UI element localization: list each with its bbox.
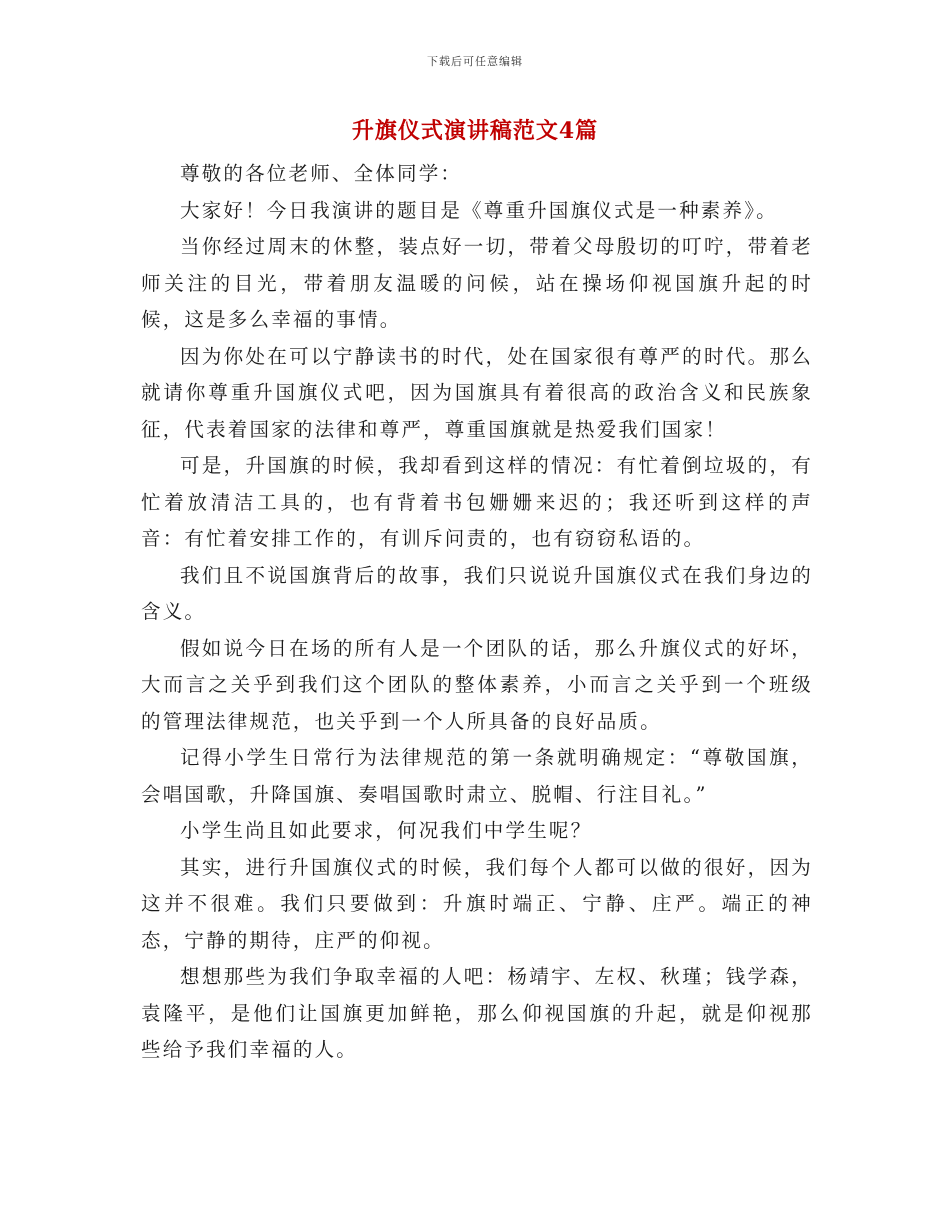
document-title: 升旗仪式演讲稿范文4篇 (351, 118, 599, 144)
paragraph: 因为你处在可以宁静读书的时代，处在国家很有尊严的时代。那么就请你尊重升国旗仪式吧，因为国旗具有着很高的政治含义和民族象征，代表着国家的法律和尊严，尊重国旗就是热爱我们国家！ (141, 344, 813, 441)
paragraph: 记得小学生日常行为法律规范的第一条就明确规定：“尊敬国旗，会唱国歌，升降国旗、奏唱国歌时肃立、脱帽、行注目礼。” (141, 746, 813, 806)
paragraph: 我们且不说国旗背后的故事，我们只说说升国旗仪式在我们身边的含义。 (141, 563, 813, 623)
paragraph: 想想那些为我们争取幸福的人吧：杨靖宇、左权、秋瑾；钱学森，袁隆平，是他们让国旗更加鲜艳，那么仰视国旗的升起，就是仰视那些给予我们幸福的人。 (141, 965, 813, 1061)
document-body (141, 156, 813, 1069)
paragraph: 当你经过周末的休整，装点好一切，带着父母殷切的叮咛，带着老师关注的目光，带着朋友温暖的问候，站在操场仰视国旗升起的时候，这是多么幸福的事情。 (141, 235, 813, 331)
paragraph-greeting: 大家好！今日我演讲的题目是《尊重升国旗仪式是一种素养》。 (180, 198, 778, 222)
paragraph-salutation: 尊敬的各位老师、全体同学： (180, 162, 463, 185)
paragraph: 小学生尚且如此要求，何况我们中学生呢？ (180, 819, 593, 842)
paragraph: 其实，进行升国旗仪式的时候，我们每个人都可以做的很好，因为这并不很难。我们只要做到：升旗时端正、宁静、庄严。端正的神态，宁静的期待，庄严的仰视。 (141, 855, 813, 952)
paragraph: 假如说今日在场的所有人是一个团队的话，那么升旗仪式的好坏，大而言之关乎到我们这个团队的整体素养，小而言之关乎到一个班级的管理法律规范，也关乎到一个人所具备的良好品质。 (141, 636, 813, 733)
paragraph: 可是，升国旗的时候，我却看到这样的情况：有忙着倒垃圾的，有忙着放清洁工具的，也有背着书包姗姗来迟的；我还听到这样的声音：有忙着安排工作的，有训斥问责的，也有窃窃私语的。 (141, 454, 813, 550)
header-note: 下载后可任意编辑 (427, 55, 523, 68)
